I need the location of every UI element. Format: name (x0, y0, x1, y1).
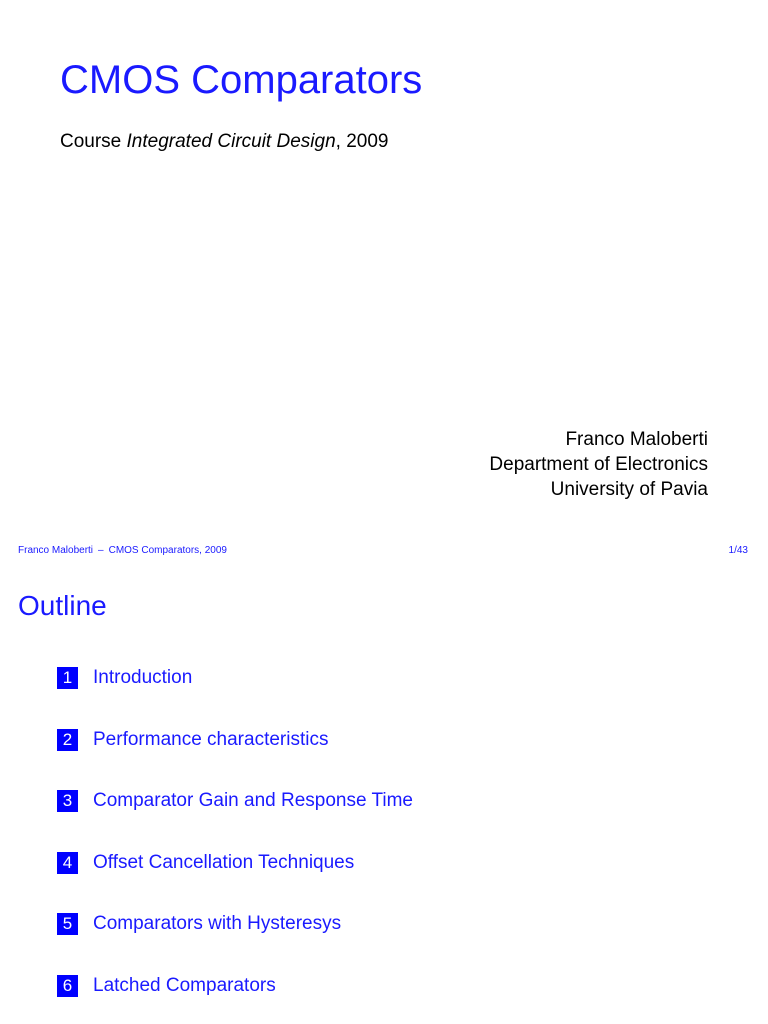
outline-item-performance[interactable] (57, 728, 413, 752)
outline-item-label[interactable]: Comparators with Hysteresys (93, 913, 342, 935)
author-department: Department of Electronics (489, 454, 708, 475)
outline-item-latched[interactable] (57, 974, 413, 998)
outline-number-badge: 6 (57, 975, 78, 997)
footer-separator: – (98, 545, 104, 556)
slide-subtitle (60, 131, 388, 153)
author-name: Franco Maloberti (565, 429, 708, 450)
outline-title: Outline (18, 590, 107, 621)
outline-item-introduction[interactable] (57, 666, 413, 690)
outline-item-hysteresis[interactable] (57, 912, 413, 936)
outline-item-label[interactable]: Introduction (93, 667, 193, 688)
footer-author: Franco Maloberti (18, 545, 94, 556)
outline-item-label[interactable]: Comparator Gain and Response Time (93, 790, 413, 812)
outline-number-badge: 5 (57, 913, 78, 935)
outline-slide (0, 520, 768, 1024)
author-university: University of Pavia (550, 479, 708, 500)
page-number: 1/43 (728, 545, 748, 556)
outline-number-badge: 2 (57, 729, 78, 751)
outline-list (57, 666, 413, 1024)
outline-item-label[interactable]: Performance characteristics (93, 728, 329, 750)
outline-item-gain-response[interactable] (57, 789, 413, 813)
outline-number-badge: 1 (57, 667, 78, 689)
outline-number-badge: 4 (57, 852, 78, 874)
outline-item-label[interactable]: Latched Comparators (93, 974, 276, 996)
slide-footer (18, 545, 748, 556)
subtitle-year: , 2009 (335, 131, 389, 152)
outline-number-badge: 3 (57, 790, 78, 812)
outline-item-label[interactable]: Offset Cancellation Techniques (93, 851, 355, 873)
slide-title: CMOS Comparators (60, 58, 423, 102)
subtitle-course-name: Integrated Circuit Design (126, 131, 336, 152)
footer-left (18, 545, 227, 556)
outline-item-offset-cancellation[interactable] (57, 851, 413, 875)
subtitle-prefix: Course (60, 131, 127, 152)
footer-title: CMOS Comparators, 2009 (108, 545, 227, 556)
author-block (489, 427, 708, 502)
